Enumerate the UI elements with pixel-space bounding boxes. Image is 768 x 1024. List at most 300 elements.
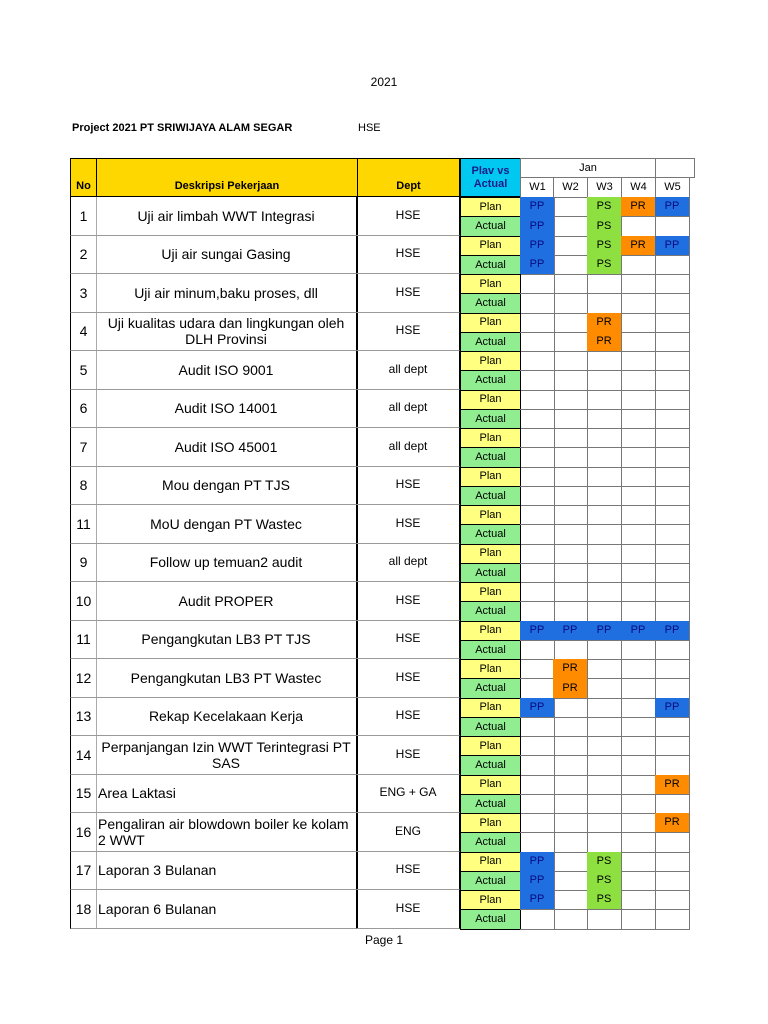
plan-label: Plan <box>460 197 521 217</box>
plan-week-cell: PP <box>587 621 622 641</box>
actual-week-cell <box>520 832 555 852</box>
plan-week-cell <box>621 890 656 910</box>
row-number: 15 <box>70 775 97 814</box>
actual-week-cell <box>655 409 690 429</box>
plan-label: Plan <box>460 313 521 333</box>
actual-label: Actual <box>460 255 521 275</box>
actual-week-cell: PR <box>553 678 588 698</box>
actual-week-cell <box>621 717 656 737</box>
plan-week-cell <box>553 236 588 256</box>
plan-week-cell: PR <box>655 775 690 795</box>
plan-week-cell <box>621 428 656 448</box>
actual-week-cell <box>587 755 622 775</box>
plan-week-cell <box>553 582 588 602</box>
row-number: 5 <box>70 351 97 390</box>
plan-week-cell <box>553 505 588 525</box>
actual-week-cell <box>520 563 555 583</box>
actual-week-cell <box>587 717 622 737</box>
plan-week-cell <box>621 698 656 718</box>
plan-week-cell <box>553 428 588 448</box>
actual-week-cell <box>553 601 588 621</box>
plan-week-cell <box>553 890 588 910</box>
row-dept: HSE <box>357 736 460 775</box>
plan-week-cell <box>520 582 555 602</box>
actual-week-cell <box>655 909 690 929</box>
plan-week-cell: PP <box>520 197 555 217</box>
plan-week-cell <box>587 467 622 487</box>
actual-week-cell <box>553 255 588 275</box>
row-description: Pengangkutan LB3 PT Wastec <box>96 659 358 698</box>
row-number: 11 <box>70 621 97 660</box>
row-dept: HSE <box>357 274 460 313</box>
actual-week-cell <box>553 486 588 506</box>
actual-week-cell <box>621 871 656 891</box>
row-number: 9 <box>70 544 97 583</box>
plan-week-cell <box>655 351 690 371</box>
row-description: Audit ISO 9001 <box>96 351 358 390</box>
plan-week-cell <box>520 813 555 833</box>
header-month-next <box>655 158 695 178</box>
actual-week-cell: PS <box>587 216 622 236</box>
plan-week-cell <box>655 582 690 602</box>
plan-week-cell <box>520 544 555 564</box>
plan-week-cell <box>587 775 622 795</box>
plan-week-cell <box>621 274 656 294</box>
row-dept: HSE <box>357 313 460 352</box>
actual-week-cell <box>553 640 588 660</box>
plan-week-cell <box>520 775 555 795</box>
header-dept: Dept <box>357 158 460 197</box>
row-number: 7 <box>70 428 97 467</box>
actual-label: Actual <box>460 524 521 544</box>
actual-week-cell <box>587 678 622 698</box>
actual-label: Actual <box>460 717 521 737</box>
plan-label: Plan <box>460 428 521 448</box>
plan-label: Plan <box>460 659 521 679</box>
row-number: 8 <box>70 467 97 506</box>
actual-label: Actual <box>460 678 521 698</box>
actual-week-cell <box>621 563 656 583</box>
row-number: 16 <box>70 813 97 852</box>
actual-week-cell <box>553 755 588 775</box>
plan-week-cell <box>553 313 588 333</box>
actual-week-cell <box>553 717 588 737</box>
actual-week-cell <box>621 293 656 313</box>
actual-label: Actual <box>460 216 521 236</box>
actual-week-cell <box>621 447 656 467</box>
week-header: W2 <box>553 177 588 198</box>
actual-week-cell <box>621 486 656 506</box>
plan-label: Plan <box>460 351 521 371</box>
actual-week-cell <box>655 447 690 467</box>
actual-week-cell: PP <box>520 216 555 236</box>
row-description: Uji air minum,baku proses, dll <box>96 274 358 313</box>
actual-week-cell <box>587 293 622 313</box>
row-dept: HSE <box>357 467 460 506</box>
plan-label: Plan <box>460 775 521 795</box>
plan-week-cell: PP <box>520 236 555 256</box>
actual-week-cell <box>553 524 588 544</box>
plan-week-cell: PR <box>587 313 622 333</box>
actual-week-cell <box>655 640 690 660</box>
plan-week-cell <box>655 852 690 872</box>
row-description: Uji kualitas udara dan lingkungan oleh DLH Provinsi <box>96 313 358 352</box>
actual-week-cell <box>587 563 622 583</box>
actual-week-cell <box>621 678 656 698</box>
header-month: Jan <box>520 158 656 178</box>
actual-week-cell <box>520 601 555 621</box>
actual-week-cell <box>655 293 690 313</box>
actual-week-cell <box>553 871 588 891</box>
row-number: 2 <box>70 236 97 275</box>
actual-week-cell <box>553 563 588 583</box>
actual-week-cell <box>621 524 656 544</box>
row-description: Uji air sungai Gasing <box>96 236 358 275</box>
actual-week-cell <box>621 332 656 352</box>
actual-week-cell: PS <box>587 871 622 891</box>
row-number: 17 <box>70 852 97 891</box>
actual-label: Actual <box>460 601 521 621</box>
page-number: Page 1 <box>364 933 404 947</box>
row-dept: all dept <box>357 351 460 390</box>
row-dept: HSE <box>357 890 460 929</box>
actual-week-cell <box>655 678 690 698</box>
actual-week-cell <box>621 216 656 236</box>
actual-week-cell <box>587 524 622 544</box>
actual-week-cell <box>553 293 588 313</box>
plan-week-cell <box>655 428 690 448</box>
plan-week-cell <box>553 544 588 564</box>
row-description: Laporan 6 Bulanan <box>96 890 358 929</box>
row-description: Pengangkutan LB3 PT TJS <box>96 621 358 660</box>
plan-week-cell <box>520 736 555 756</box>
plan-week-cell <box>553 698 588 718</box>
plan-week-cell <box>520 274 555 294</box>
plan-week-cell: PS <box>587 197 622 217</box>
row-number: 1 <box>70 197 97 236</box>
actual-label: Actual <box>460 871 521 891</box>
header-description: Deskripsi Pekerjaan <box>96 158 358 197</box>
actual-week-cell <box>520 524 555 544</box>
actual-week-cell <box>621 794 656 814</box>
plan-week-cell: PP <box>655 236 690 256</box>
plan-week-cell <box>621 852 656 872</box>
row-number: 3 <box>70 274 97 313</box>
plan-week-cell <box>655 505 690 525</box>
report-year: 2021 <box>370 75 398 89</box>
plan-week-cell <box>553 467 588 487</box>
actual-week-cell <box>520 794 555 814</box>
plan-week-cell <box>655 544 690 564</box>
week-header: W1 <box>520 177 555 198</box>
plan-week-cell <box>621 313 656 333</box>
plan-label: Plan <box>460 505 521 525</box>
plan-week-cell <box>520 467 555 487</box>
actual-week-cell <box>587 409 622 429</box>
actual-week-cell <box>553 909 588 929</box>
plan-week-cell: PR <box>655 813 690 833</box>
actual-week-cell <box>587 640 622 660</box>
plan-week-cell <box>587 351 622 371</box>
plan-week-cell <box>587 736 622 756</box>
actual-week-cell <box>655 370 690 390</box>
plan-week-cell <box>621 505 656 525</box>
row-description: Laporan 3 Bulanan <box>96 852 358 891</box>
actual-week-cell <box>553 216 588 236</box>
plan-week-cell <box>587 544 622 564</box>
actual-label: Actual <box>460 640 521 660</box>
plan-week-cell <box>520 428 555 448</box>
project-title: Project 2021 PT SRIWIJAYA ALAM SEGAR <box>72 122 293 134</box>
plan-week-cell <box>655 313 690 333</box>
actual-week-cell <box>520 755 555 775</box>
row-dept: HSE <box>357 621 460 660</box>
actual-week-cell <box>587 447 622 467</box>
actual-week-cell <box>553 332 588 352</box>
plan-week-cell: PP <box>520 621 555 641</box>
plan-week-cell: PP <box>655 621 690 641</box>
plan-week-cell: PS <box>587 236 622 256</box>
row-description: Audit ISO 14001 <box>96 390 358 429</box>
actual-week-cell: PP <box>520 255 555 275</box>
plan-week-cell <box>621 659 656 679</box>
actual-week-cell <box>520 370 555 390</box>
plan-label: Plan <box>460 852 521 872</box>
row-number: 6 <box>70 390 97 429</box>
row-description: MoU dengan PT Wastec <box>96 505 358 544</box>
actual-week-cell <box>655 216 690 236</box>
plan-week-cell: PP <box>520 890 555 910</box>
actual-week-cell <box>655 755 690 775</box>
plan-week-cell <box>587 390 622 410</box>
plan-week-cell <box>520 351 555 371</box>
row-number: 11 <box>70 505 97 544</box>
actual-week-cell <box>520 717 555 737</box>
actual-week-cell <box>553 447 588 467</box>
actual-week-cell <box>587 486 622 506</box>
row-dept: HSE <box>357 582 460 621</box>
row-dept: HSE <box>357 852 460 891</box>
row-number: 4 <box>70 313 97 352</box>
plan-week-cell <box>621 390 656 410</box>
actual-week-cell <box>655 871 690 891</box>
row-description: Pengaliran air blowdown boiler ke kolam 2 WWT <box>96 813 358 852</box>
actual-week-cell <box>621 640 656 660</box>
plan-label: Plan <box>460 813 521 833</box>
plan-week-cell <box>655 390 690 410</box>
row-description: Audit PROPER <box>96 582 358 621</box>
project-dept: HSE <box>358 122 381 134</box>
actual-week-cell <box>587 832 622 852</box>
row-dept: HSE <box>357 197 460 236</box>
plan-week-cell <box>621 775 656 795</box>
actual-week-cell <box>655 601 690 621</box>
actual-label: Actual <box>460 486 521 506</box>
actual-week-cell <box>587 370 622 390</box>
plan-week-cell <box>587 505 622 525</box>
actual-week-cell <box>621 755 656 775</box>
plan-week-cell <box>621 813 656 833</box>
actual-week-cell: PR <box>587 332 622 352</box>
week-header: W4 <box>621 177 656 198</box>
plan-week-cell: PP <box>621 621 656 641</box>
actual-week-cell <box>520 678 555 698</box>
actual-week-cell <box>655 832 690 852</box>
actual-week-cell: PS <box>587 255 622 275</box>
actual-week-cell: PP <box>520 871 555 891</box>
plan-week-cell: PP <box>655 698 690 718</box>
plan-label: Plan <box>460 390 521 410</box>
actual-week-cell <box>655 794 690 814</box>
actual-week-cell <box>655 486 690 506</box>
plan-week-cell <box>587 813 622 833</box>
actual-label: Actual <box>460 409 521 429</box>
plan-week-cell: PS <box>587 852 622 872</box>
actual-week-cell <box>655 524 690 544</box>
plan-week-cell <box>587 582 622 602</box>
row-number: 13 <box>70 698 97 737</box>
plan-week-cell <box>621 736 656 756</box>
actual-label: Actual <box>460 794 521 814</box>
actual-label: Actual <box>460 832 521 852</box>
row-number: 14 <box>70 736 97 775</box>
actual-week-cell <box>621 832 656 852</box>
actual-week-cell <box>520 909 555 929</box>
plan-week-cell: PR <box>621 236 656 256</box>
plan-label: Plan <box>460 544 521 564</box>
plan-week-cell <box>553 813 588 833</box>
row-description: Area Laktasi <box>96 775 358 814</box>
plan-label: Plan <box>460 698 521 718</box>
plan-week-cell <box>520 390 555 410</box>
row-dept: HSE <box>357 659 460 698</box>
actual-label: Actual <box>460 332 521 352</box>
header-no: No <box>70 158 97 197</box>
row-description: Perpanjangan Izin WWT Terintegrasi PT SAS <box>96 736 358 775</box>
plan-label: Plan <box>460 621 521 641</box>
actual-week-cell <box>621 409 656 429</box>
plan-week-cell: PR <box>621 197 656 217</box>
plan-week-cell <box>520 505 555 525</box>
row-dept: all dept <box>357 428 460 467</box>
actual-week-cell <box>587 794 622 814</box>
plan-label: Plan <box>460 736 521 756</box>
row-number: 10 <box>70 582 97 621</box>
plan-week-cell <box>553 197 588 217</box>
actual-week-cell <box>520 447 555 467</box>
actual-week-cell <box>621 601 656 621</box>
actual-week-cell <box>520 486 555 506</box>
plan-week-cell: PP <box>655 197 690 217</box>
row-dept: all dept <box>357 390 460 429</box>
actual-week-cell <box>520 332 555 352</box>
actual-week-cell <box>520 409 555 429</box>
plan-week-cell <box>553 274 588 294</box>
actual-week-cell <box>553 370 588 390</box>
plan-week-cell <box>520 659 555 679</box>
week-header: W5 <box>655 177 690 198</box>
plan-label: Plan <box>460 890 521 910</box>
plan-week-cell: PP <box>553 621 588 641</box>
plan-week-cell <box>655 890 690 910</box>
row-number: 18 <box>70 890 97 929</box>
actual-week-cell <box>587 601 622 621</box>
plan-week-cell <box>553 775 588 795</box>
week-header: W3 <box>587 177 622 198</box>
actual-week-cell <box>553 794 588 814</box>
row-description: Rekap Kecelakaan Kerja <box>96 698 358 737</box>
actual-label: Actual <box>460 909 521 929</box>
actual-week-cell <box>587 909 622 929</box>
plan-week-cell: PP <box>520 852 555 872</box>
plan-week-cell <box>553 852 588 872</box>
row-description: Uji air limbah WWT Integrasi <box>96 197 358 236</box>
actual-week-cell <box>553 409 588 429</box>
plan-week-cell <box>553 390 588 410</box>
row-dept: ENG <box>357 813 460 852</box>
actual-label: Actual <box>460 293 521 313</box>
row-dept: all dept <box>357 544 460 583</box>
row-dept: HSE <box>357 505 460 544</box>
row-number: 12 <box>70 659 97 698</box>
plan-week-cell <box>587 659 622 679</box>
plan-week-cell <box>587 274 622 294</box>
actual-week-cell <box>655 717 690 737</box>
actual-label: Actual <box>460 755 521 775</box>
plan-week-cell <box>520 313 555 333</box>
row-dept: HSE <box>357 236 460 275</box>
plan-week-cell <box>587 428 622 448</box>
plan-week-cell <box>621 351 656 371</box>
row-description: Audit ISO 45001 <box>96 428 358 467</box>
plan-week-cell <box>655 659 690 679</box>
actual-week-cell <box>621 370 656 390</box>
actual-week-cell <box>621 909 656 929</box>
row-description: Follow up temuan2 audit <box>96 544 358 583</box>
plan-week-cell <box>553 351 588 371</box>
actual-week-cell <box>655 332 690 352</box>
plan-week-cell <box>553 736 588 756</box>
plan-week-cell <box>621 467 656 487</box>
actual-label: Actual <box>460 563 521 583</box>
row-description: Mou dengan PT TJS <box>96 467 358 506</box>
actual-week-cell <box>655 255 690 275</box>
plan-week-cell <box>655 736 690 756</box>
plan-week-cell <box>621 582 656 602</box>
actual-label: Actual <box>460 447 521 467</box>
plan-week-cell <box>655 274 690 294</box>
row-dept: HSE <box>357 698 460 737</box>
plan-week-cell <box>587 698 622 718</box>
plan-week-cell: PR <box>553 659 588 679</box>
actual-week-cell <box>553 832 588 852</box>
plan-week-cell <box>655 467 690 487</box>
plan-label: Plan <box>460 236 521 256</box>
actual-week-cell <box>520 640 555 660</box>
actual-label: Actual <box>460 370 521 390</box>
actual-week-cell <box>621 255 656 275</box>
header-plan-vs-actual: Plav vs Actual <box>460 158 521 197</box>
plan-label: Plan <box>460 467 521 487</box>
row-dept: ENG + GA <box>357 775 460 814</box>
plan-week-cell: PP <box>520 698 555 718</box>
plan-label: Plan <box>460 582 521 602</box>
plan-label: Plan <box>460 274 521 294</box>
plan-week-cell <box>621 544 656 564</box>
plan-week-cell: PS <box>587 890 622 910</box>
actual-week-cell <box>655 563 690 583</box>
actual-week-cell <box>520 293 555 313</box>
